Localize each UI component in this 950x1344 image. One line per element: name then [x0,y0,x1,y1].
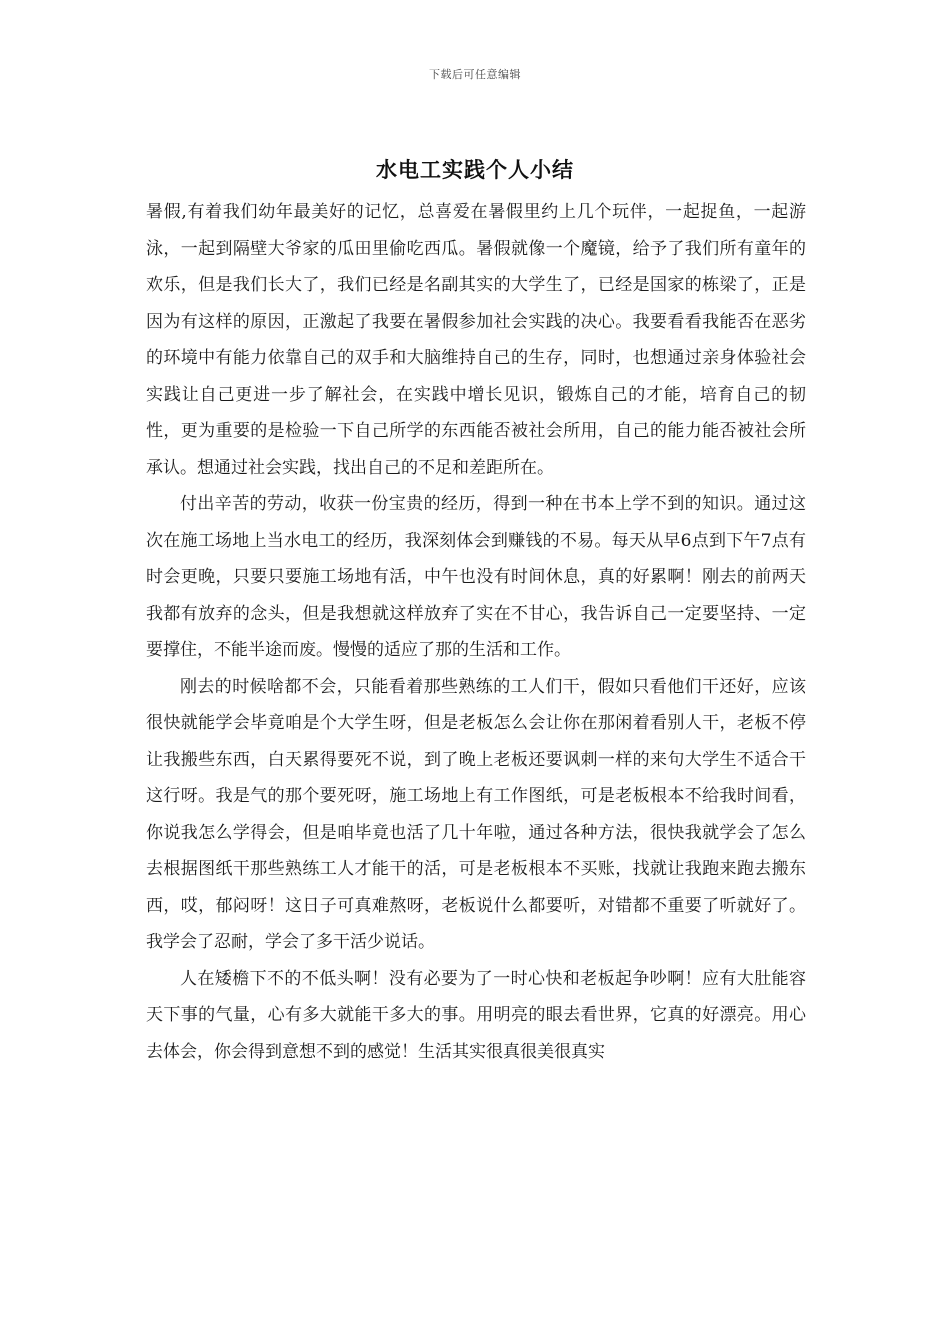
page-header-note: 下载后可任意编辑 [429,68,521,81]
paragraph-3: 刚去的时候啥都不会，只能看着那些熟练的工人们干，假如只看他们干还好，应该很快就能学会毕竟咱是个大学生呀，但是老板怎么会让你在那闲着看别人干，老板不停让我搬些东西，白天累得要死不说，到了晚上老板还要讽刺一样的来句大学生不适合干这行呀。我是气的那个要死呀，施工场地上有工作图纸，可是老板根本不给我时间看，你说我怎么学得会，但是咱毕竟也活了几十年啦，通过各种方法，很快我就学会了怎么去根据图纸干那些熟练工人才能干的活，可是老板根本不买账，找就让我跑来跑去搬东西，哎，郁闷呀！这日子可真难熬呀，老板说什么都要听，对错都不重要了听就好了。我学会了忍耐，学会了多干活少说话。 [146,676,806,952]
paragraph-4: 人在矮檐下不的不低头啊！没有必要为了一时心快和老板起争吵啊！应有大肚能容天下事的气量，心有多大就能干多大的事。用明亮的眼去看世界，它真的好漂亮。用心去体会，你会得到意想不到的感觉！生活其实很真很美很真实 [146,968,806,1062]
document-body [146,194,806,1070]
document-title: 水电工实践个人小结 [376,157,574,182]
paragraph-1: 暑假,有着我们幼年最美好的记忆，总喜爱在暑假里约上几个玩伴，一起捉鱼，一起游泳，一起到隔壁大爷家的瓜田里偷吃西瓜。暑假就像一个魔镜，给予了我们所有童年的欢乐，但是我们长大了，我们已经是名副其实的大学生了，已经是国家的栋梁了，正是因为有这样的原因，正激起了我要在暑假参加社会实践的决心。我要看看我能否在恶劣的环境中有能力依靠自己的双手和大脑维持自己的生存，同时，也想通过亲身体验社会实践让自己更进一步了解社会，在实践中增长见识，锻炼自己的才能，培育自己的韧性，更为重要的是检验一下自己所学的东西能否被社会所用，自己的能力能否被社会所承认。想通过社会实践，找出自己的不足和差距所在。 [146,202,806,478]
paragraph-2: 付出辛苦的劳动，收获一份宝贵的经历，得到一种在书本上学不到的知识。通过这次在施工场地上当水电工的经历，我深刻体会到赚钱的不易。每天从早6点到下午7点有时会更晚，只要只要施工场地有活，中午也没有时间休息，真的好累啊！刚去的前两天我都有放弃的念头，但是我想就这样放弃了实在不甘心，我告诉自己一定要坚持、一定要撑住，不能半途而废。慢慢的适应了那的生活和工作。 [146,494,806,660]
